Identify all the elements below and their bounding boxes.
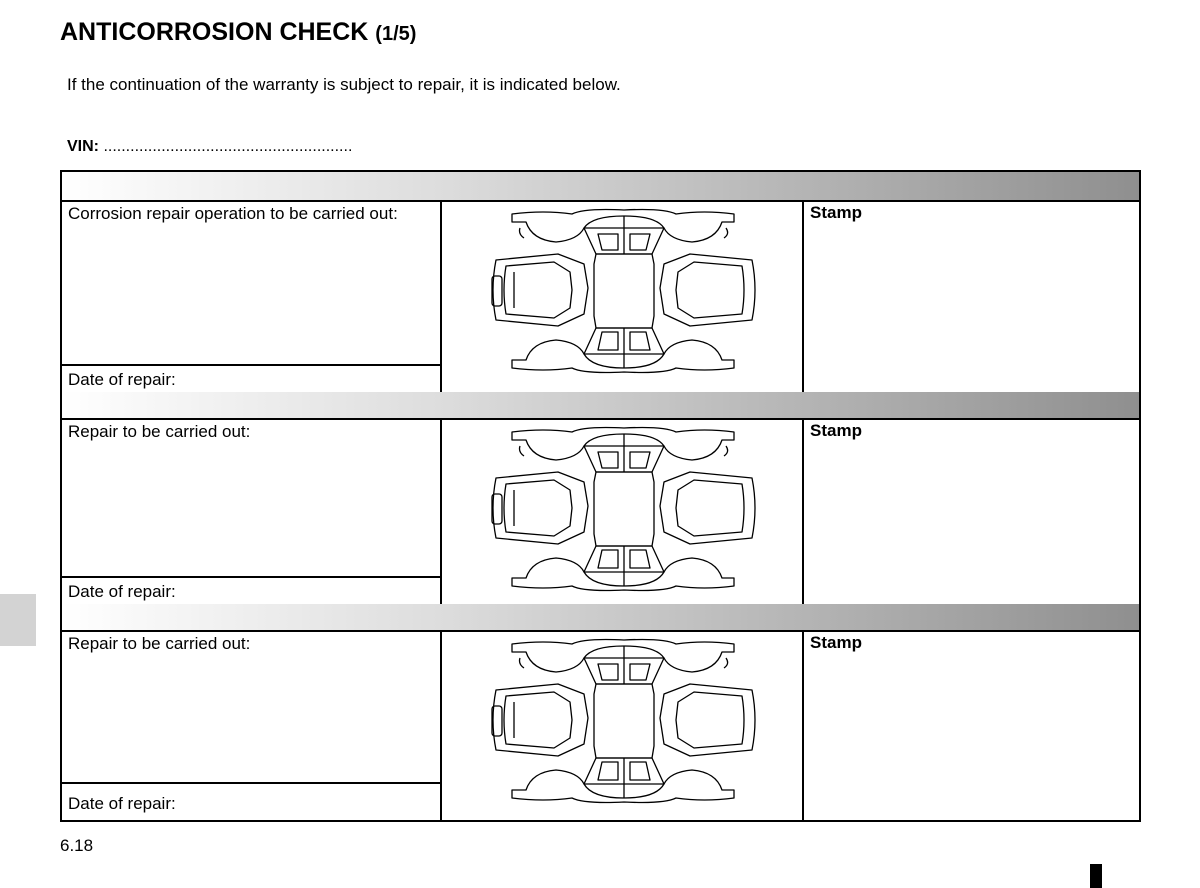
- stamp-cell: [804, 418, 1139, 604]
- chapter-tab: [0, 594, 36, 646]
- page-title-text: ANTICORROSION CHECK: [60, 18, 369, 46]
- date-label: Date of repair:: [68, 370, 176, 389]
- date-row: [62, 782, 440, 820]
- vin-field: ........................................................: [99, 138, 353, 155]
- date-label: Date of repair:: [68, 582, 176, 601]
- car-body-diagram-icon: [484, 638, 764, 804]
- section-header-band: [62, 392, 1139, 420]
- diagram-cell: [442, 200, 804, 392]
- stamp-label: Stamp: [810, 203, 862, 222]
- operation-label: Repair to be carried out:: [68, 634, 251, 653]
- repair-section: [62, 630, 1139, 820]
- operation-label: Repair to be carried out:: [68, 422, 251, 441]
- car-body-diagram-icon: [484, 208, 764, 374]
- operation-cell: [62, 630, 442, 820]
- repair-form: [60, 170, 1141, 822]
- date-row: [62, 364, 440, 392]
- vin-label: VIN:: [67, 138, 99, 155]
- date-row: [62, 576, 440, 604]
- date-label: Date of repair:: [68, 794, 176, 813]
- stamp-label: Stamp: [810, 421, 862, 440]
- stamp-cell: [804, 200, 1139, 392]
- operation-cell: [62, 200, 442, 392]
- diagram-cell: [442, 630, 804, 820]
- vin-line: [67, 138, 352, 156]
- repair-section: [62, 418, 1139, 606]
- operation-cell: [62, 418, 442, 604]
- operation-label: Corrosion repair operation to be carried out:: [68, 204, 398, 223]
- page-number: 6.18: [60, 836, 94, 855]
- page-title-suffix: (1/5): [375, 23, 417, 45]
- stamp-label: Stamp: [810, 633, 862, 652]
- page-title: [60, 18, 416, 47]
- stamp-cell: [804, 630, 1139, 820]
- repair-section: [62, 200, 1139, 394]
- section-header-band: [62, 172, 1139, 202]
- diagram-cell: [442, 418, 804, 604]
- section-header-band: [62, 604, 1139, 632]
- page-edge-mark: [1090, 864, 1102, 888]
- car-body-diagram-icon: [484, 426, 764, 592]
- intro-text: If the continuation of the warranty is subject to repair, it is indicated below.: [67, 75, 621, 94]
